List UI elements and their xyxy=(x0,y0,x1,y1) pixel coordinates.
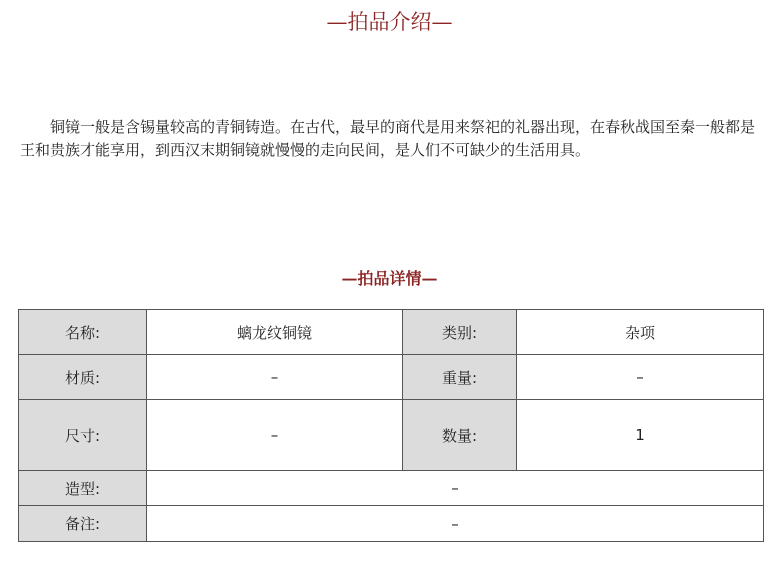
weight-value: – xyxy=(517,355,764,400)
name-value: 螭龙纹铜镜 xyxy=(147,310,403,355)
shape-label: 造型: xyxy=(19,471,147,506)
details-table xyxy=(18,309,764,542)
table-row xyxy=(19,506,764,542)
category-value: 杂项 xyxy=(517,310,764,355)
weight-label: 重量: xyxy=(403,355,517,400)
size-value: – xyxy=(147,400,403,471)
quantity-value: 1 xyxy=(517,400,764,471)
shape-value: – xyxy=(147,471,764,506)
table-row xyxy=(19,355,764,400)
material-value: – xyxy=(147,355,403,400)
size-label: 尺寸: xyxy=(19,400,147,471)
notes-value: – xyxy=(147,506,764,542)
material-label: 材质: xyxy=(19,355,147,400)
table-row xyxy=(19,471,764,506)
table-row xyxy=(19,310,764,355)
quantity-label: 数量: xyxy=(403,400,517,471)
intro-section-title: —拍品介绍— xyxy=(326,10,453,34)
name-label: 名称: xyxy=(19,310,147,355)
category-label: 类别: xyxy=(403,310,517,355)
table-row xyxy=(19,400,764,471)
intro-paragraph: 铜镜一般是含锡量较高的青铜铸造。在古代，最早的商代是用来祭祀的礼器出现，在春秋战国至秦一般都是王和贵族才能享用，到西汉末期铜镜就慢慢的走向民间，是人们不可缺少的生活用具。 xyxy=(20,118,756,159)
details-section-title: —拍品详情— xyxy=(341,269,438,288)
notes-label: 备注: xyxy=(19,506,147,542)
